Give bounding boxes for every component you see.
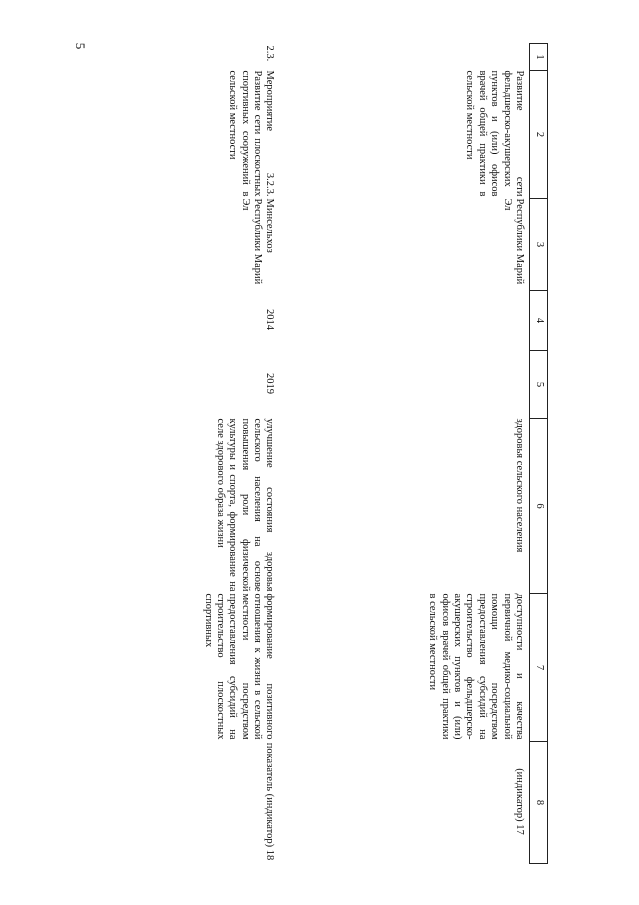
indicator-cell: (индикатор) 17 [514,768,525,835]
executor-cell: Минсельхоз Республики Марий Эл [239,198,276,285]
document-sheet [88,43,548,863]
result-cell: здоровья сельского населения [514,418,525,553]
table-row [280,44,530,864]
start-year-cell [280,291,530,351]
table-header-row [530,44,548,864]
end-year-cell [280,351,530,419]
result-cell: улучшение состояния здоровья сельского населения на основе повышения роли физической культуры и спорта, формирование на селе здорового образа жизни [215,418,276,592]
row-number-cell [280,44,530,71]
column-header: 4 [530,291,548,351]
consequence-cell: доступности и качества первичной медико-социальной помощи посредством предоставления субсидий на строительство фельдшерско-акушерских пунктов и (или) офисов врачей общей практики в сельской местности [427,593,525,740]
column-header: 1 [530,44,548,71]
consequence-cell: формирование позитивного отношения к жизни в сельской местности посредством предоставления субсидий на строительство плоскостных спортивных [202,593,276,740]
column-header: 7 [530,594,548,742]
column-header: 5 [530,351,548,419]
executor-cell: Республики Марий Эл [501,198,525,285]
column-header: 6 [530,419,548,594]
column-header: 3 [530,199,548,291]
program-table [88,43,548,864]
indicator-cell: показатель (индикатор) 18 [264,742,276,861]
column-header: 2 [530,71,548,199]
start-year-cell: 2014 [264,309,276,330]
page-number: 5 [73,42,88,50]
measure-cell: Мероприятие 3.2.3. Развитие сети плоскостных спортивных сооружений в сельской местности [227,70,276,197]
table-row [88,44,280,864]
measure-cell: Развитие сети фельдшерско-акушерских пунктов и (или) офисов врачей общей практики в сельской местности [464,70,525,197]
row-number-cell: 2.3. [264,45,276,62]
end-year-cell: 2019 [264,373,276,394]
column-header: 8 [530,742,548,864]
